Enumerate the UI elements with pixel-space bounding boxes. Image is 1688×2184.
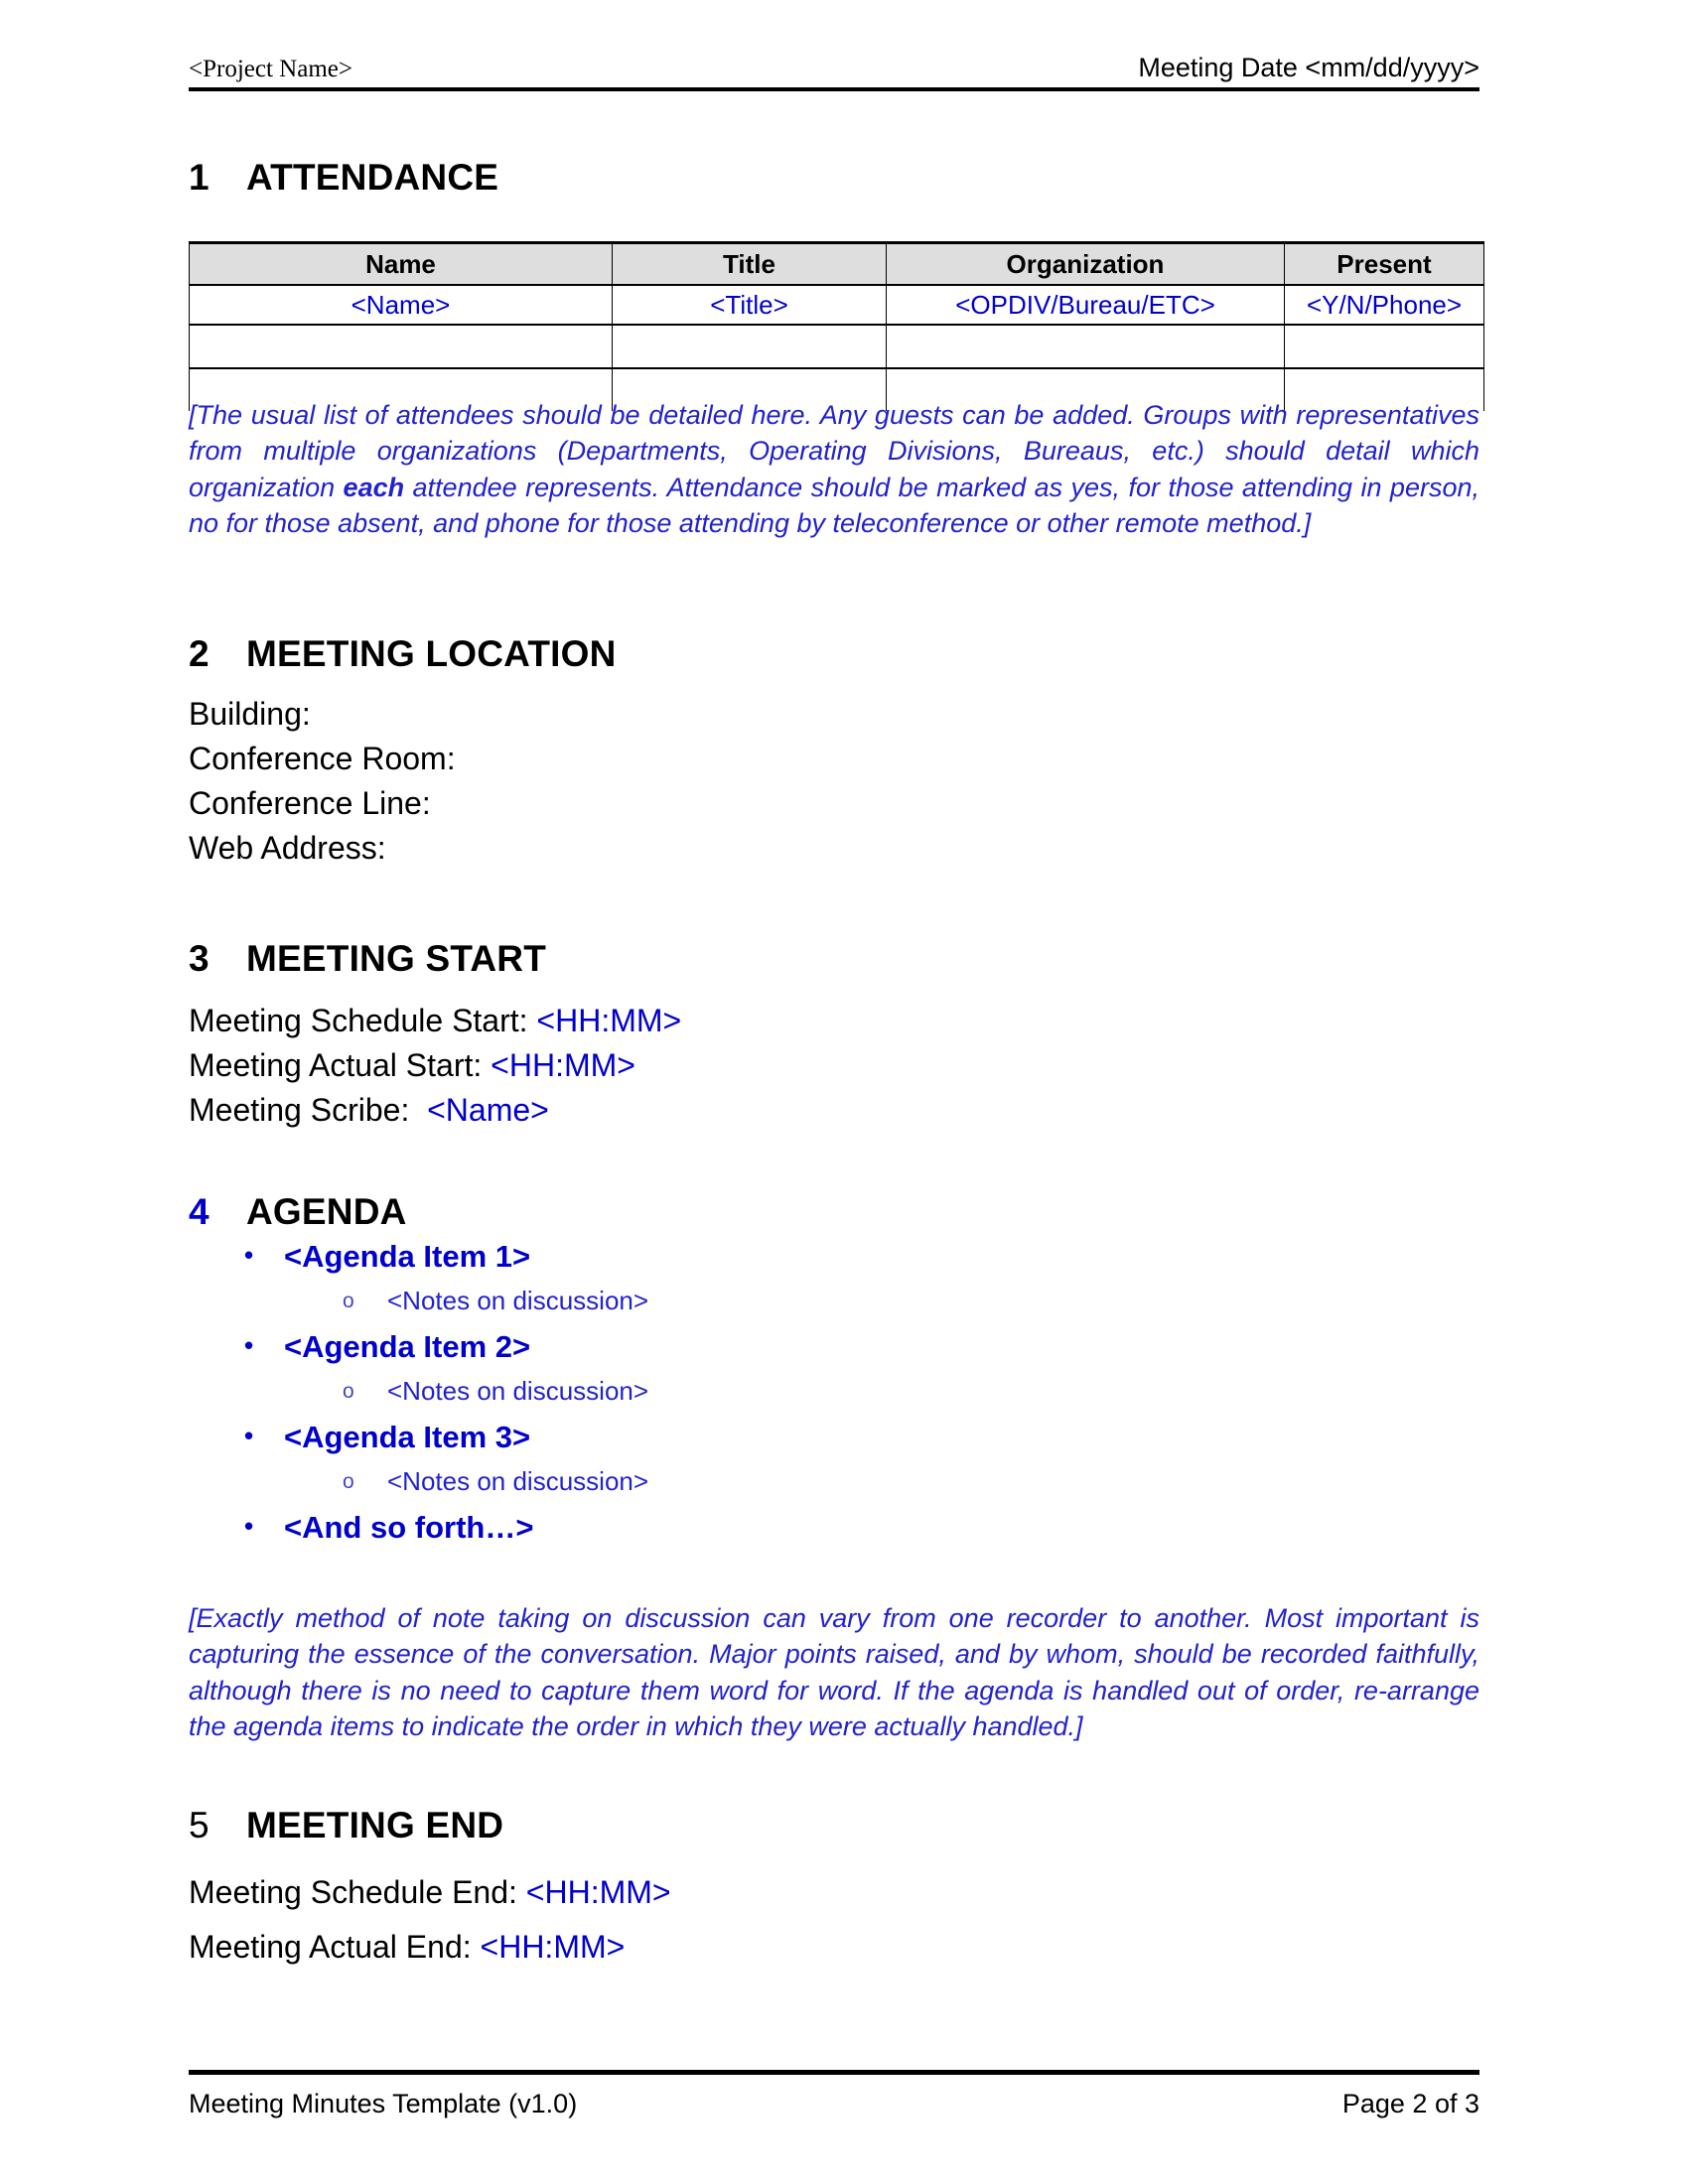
- label-meeting-schedule-end: Meeting Schedule End:: [189, 1874, 526, 1910]
- value-meeting-actual-end[interactable]: <HH:MM>: [480, 1929, 626, 1965]
- heading-agenda: [189, 1191, 407, 1233]
- agenda-note-label[interactable]: <Notes on discussion>: [387, 1286, 649, 1315]
- value-meeting-actual-start[interactable]: <HH:MM>: [491, 1047, 635, 1083]
- circle-bullet-icon: o: [343, 1380, 354, 1403]
- note-text-emphasis: each: [343, 472, 405, 502]
- heading-number-5: 5: [189, 1805, 210, 1845]
- value-meeting-scribe[interactable]: <Name>: [427, 1092, 549, 1128]
- list-item[interactable]: [189, 1288, 1479, 1313]
- label-meeting-actual-end: Meeting Actual End:: [189, 1929, 481, 1965]
- heading-text-meeting-start: MEETING START: [246, 938, 547, 979]
- label-meeting-schedule-start: Meeting Schedule Start:: [189, 1003, 537, 1038]
- cell-organization[interactable]: [887, 325, 1285, 368]
- cell-present[interactable]: <Y/N/Phone>: [1285, 285, 1484, 325]
- list-item[interactable]: [189, 1331, 1479, 1362]
- heading-text-attendance: ATTENDANCE: [246, 157, 499, 198]
- table-header-row: [190, 243, 1484, 286]
- bullet-icon: •: [244, 1421, 254, 1450]
- agenda-item-label[interactable]: <Agenda Item 1>: [284, 1239, 531, 1274]
- field-meeting-schedule-start[interactable]: [189, 1005, 681, 1036]
- bullet-icon: •: [244, 1511, 254, 1541]
- attendance-instruction-note: [189, 397, 1479, 542]
- header-project-name: <Project Name>: [189, 56, 352, 82]
- list-item[interactable]: [189, 1422, 1479, 1452]
- heading-number-1: 1: [189, 157, 210, 198]
- cell-title[interactable]: [613, 325, 887, 368]
- footer-page-number: Page 2 of 3: [1341, 2089, 1479, 2118]
- list-item[interactable]: [189, 1468, 1479, 1494]
- agenda-list: [189, 1241, 1479, 1559]
- agenda-item-label[interactable]: <And so forth…>: [284, 1510, 534, 1545]
- agenda-item-label[interactable]: <Agenda Item 2>: [284, 1329, 531, 1364]
- cell-title[interactable]: <Title>: [613, 285, 887, 325]
- circle-bullet-icon: o: [343, 1470, 354, 1493]
- heading-number-2: 2: [189, 633, 210, 674]
- field-building[interactable]: Building:: [189, 696, 311, 732]
- heading-number-3: 3: [189, 938, 210, 979]
- heading-meeting-location: [189, 633, 617, 675]
- value-meeting-schedule-start[interactable]: <HH:MM>: [536, 1003, 682, 1038]
- bullet-icon: •: [244, 1240, 254, 1270]
- field-conference-room[interactable]: Conference Room:: [189, 741, 456, 776]
- field-conference-line[interactable]: Conference Line:: [189, 785, 431, 821]
- agenda-item-label[interactable]: <Agenda Item 3>: [284, 1420, 531, 1454]
- table-row[interactable]: [190, 285, 1484, 325]
- page-header: [189, 55, 1479, 91]
- cell-name[interactable]: <Name>: [190, 285, 613, 325]
- note-text-post: attendee represents. Attendance should be marked as yes, for those attending in person, no for those absent, and phone for those attending by teleconference or other remote method.]: [189, 472, 1479, 539]
- agenda-instruction-note: [Exactly method of note taking on discussion can vary from one recorder to another. Most important is capturing the essence of the conversation. Major points raised, and by whom, should be recorded faithfully, although there is no need to capture them word for word. If the agenda is handled out of order, re-arrange the agenda items to indicate the order in which they were actually handled.]: [189, 1603, 1479, 1742]
- heading-attendance: [189, 157, 498, 199]
- field-meeting-actual-start[interactable]: [189, 1049, 635, 1081]
- attendance-table: [189, 241, 1484, 411]
- list-item[interactable]: [189, 1512, 1479, 1543]
- bullet-icon: •: [244, 1330, 254, 1360]
- list-item[interactable]: [189, 1241, 1479, 1272]
- heading-text-agenda: AGENDA: [246, 1191, 407, 1232]
- label-meeting-actual-start: Meeting Actual Start:: [189, 1047, 492, 1083]
- cell-name[interactable]: [190, 325, 613, 368]
- cell-organization[interactable]: <OPDIV/Bureau/ETC>: [887, 285, 1285, 325]
- value-meeting-schedule-end[interactable]: <HH:MM>: [525, 1874, 671, 1910]
- list-item[interactable]: [189, 1378, 1479, 1404]
- heading-text-meeting-end: MEETING END: [246, 1805, 504, 1845]
- header-meeting-date: Meeting Date <mm/dd/yyyy>: [1138, 53, 1479, 82]
- table-row[interactable]: [190, 325, 1484, 368]
- agenda-note-label[interactable]: <Notes on discussion>: [387, 1466, 649, 1496]
- page-footer: [189, 2070, 1479, 2119]
- agenda-note-label[interactable]: <Notes on discussion>: [387, 1376, 649, 1406]
- circle-bullet-icon: o: [343, 1290, 354, 1312]
- column-header-present: Present: [1285, 243, 1484, 286]
- field-web-address[interactable]: Web Address:: [189, 830, 386, 866]
- field-meeting-schedule-end[interactable]: [189, 1876, 671, 1908]
- label-meeting-scribe: Meeting Scribe:: [189, 1092, 428, 1128]
- field-meeting-actual-end[interactable]: [189, 1931, 625, 1963]
- column-header-title: Title: [613, 243, 887, 286]
- field-meeting-scribe[interactable]: [189, 1094, 549, 1126]
- heading-meeting-start: [189, 938, 546, 980]
- heading-meeting-end: [189, 1805, 503, 1846]
- footer-template-name: Meeting Minutes Template (v1.0): [189, 2089, 578, 2118]
- column-header-name: Name: [190, 243, 613, 286]
- column-header-organization: Organization: [887, 243, 1285, 286]
- note-text-pre: [The usual list of attendees should be detailed here. Any guests can be added. Groups with representatives from multiple organizations (Departments, Operating Divisions, Bureaus, etc.) should detail which organization: [189, 400, 1479, 502]
- heading-text-meeting-location: MEETING LOCATION: [246, 633, 617, 674]
- cell-present[interactable]: [1285, 325, 1484, 368]
- heading-number-4: 4: [189, 1191, 210, 1232]
